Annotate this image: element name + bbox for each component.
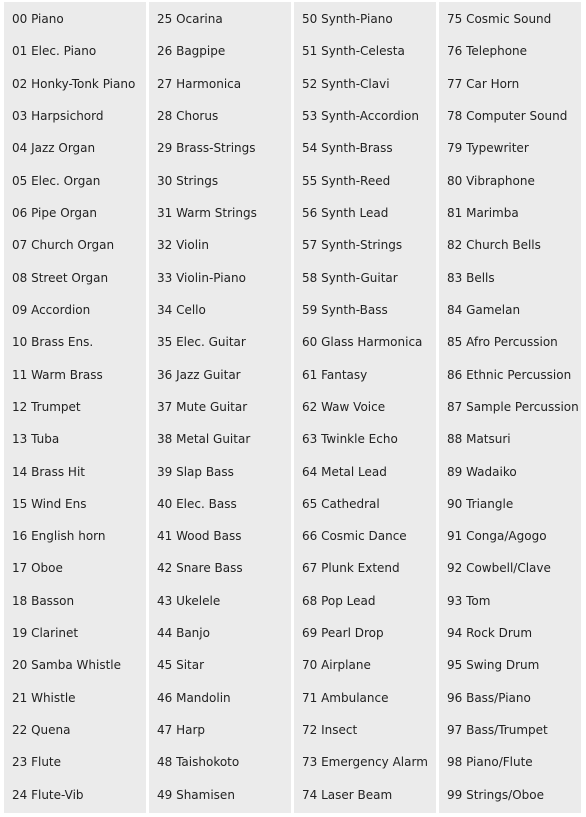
instrument-cell: 61 Fantasy [302,367,368,382]
instrument-cell: 73 Emergency Alarm [302,755,428,770]
instrument-cell: 35 Elec. Guitar [157,335,246,350]
instrument-cell: 70 Airplane [302,658,371,673]
instrument-cell: 67 Plunk Extend [302,561,400,576]
instrument-cell: 71 Ambulance [302,690,389,705]
instrument-cell: 50 Synth-Piano [302,12,393,27]
instrument-cell: 20 Samba Whistle [12,658,122,673]
instrument-cell: 36 Jazz Guitar [157,367,241,382]
instrument-cell: 84 Gamelan [447,302,521,317]
instrument-cell: 39 Slap Bass [157,464,234,479]
instrument-cell: 18 Basson [12,593,75,608]
instrument-cell: 75 Cosmic Sound [447,12,552,27]
instrument-column-1 [4,2,146,813]
instrument-cell: 47 Harp [157,723,206,738]
instrument-column-3 [294,2,436,813]
instrument-cell: 26 Bagpipe [157,44,226,59]
instrument-cell: 23 Flute [12,755,62,770]
instrument-cell: 57 Synth-Strings [302,238,403,253]
instrument-cell: 76 Telephone [447,44,528,59]
instrument-cell: 92 Cowbell/Clave [447,561,551,576]
instrument-cell: 83 Bells [447,270,495,285]
instrument-cell: 87 Sample Percussion [447,399,579,414]
instrument-cell: 03 Harpsichord [12,109,104,124]
instrument-cell: 13 Tuba [12,432,60,447]
instrument-table [4,2,581,813]
instrument-cell: 08 Street Organ [12,270,109,285]
instrument-cell: 54 Synth-Brass [302,141,393,156]
instrument-cell: 64 Metal Lead [302,464,387,479]
instrument-cell: 93 Tom [447,593,491,608]
instrument-cell: 59 Synth-Bass [302,302,388,317]
instrument-cell: 46 Mandolin [157,690,231,705]
instrument-cell: 72 Insect [302,723,358,738]
instrument-cell: 25 Ocarina [157,12,223,27]
instrument-cell: 27 Harmonica [157,76,242,91]
instrument-cell: 28 Chorus [157,109,219,124]
instrument-cell: 91 Conga/Agogo [447,529,547,544]
instrument-cell: 85 Afro Percussion [447,335,558,350]
instrument-cell: 09 Accordion [12,302,91,317]
instrument-cell: 33 Violin-Piano [157,270,246,285]
instrument-cell: 65 Cathedral [302,496,380,511]
instrument-cell: 21 Whistle [12,690,76,705]
instrument-cell: 14 Brass Hit [12,464,85,479]
instrument-cell: 17 Oboe [12,561,63,576]
instrument-cell: 48 Taishokoto [157,755,240,770]
instrument-cell: 30 Strings [157,173,219,188]
instrument-cell: 62 Waw Voice [302,399,386,414]
instrument-cell: 22 Quena [12,723,71,738]
instrument-cell: 12 Trumpet [12,399,81,414]
instrument-cell: 90 Triangle [447,496,514,511]
instrument-cell: 32 Violin [157,238,209,253]
instrument-cell: 11 Warm Brass [12,367,103,382]
instrument-cell: 98 Piano/Flute [447,755,533,770]
instrument-cell: 51 Synth-Celesta [302,44,405,59]
instrument-cell: 60 Glass Harmonica [302,335,423,350]
instrument-cell: 89 Wadaiko [447,464,517,479]
instrument-cell: 66 Cosmic Dance [302,529,407,544]
instrument-cell: 58 Synth-Guitar [302,270,398,285]
instrument-cell: 02 Honky-Tonk Piano [12,76,136,91]
instrument-cell: 06 Pipe Organ [12,206,97,221]
instrument-cell: 41 Wood Bass [157,529,242,544]
instrument-cell: 05 Elec. Organ [12,173,101,188]
instrument-cell: 43 Ukelele [157,593,221,608]
instrument-cell: 42 Snare Bass [157,561,243,576]
instrument-cell: 55 Synth-Reed [302,173,391,188]
instrument-cell: 15 Wind Ens [12,496,87,511]
instrument-cell: 78 Computer Sound [447,109,568,124]
instrument-cell: 77 Car Horn [447,76,520,91]
instrument-cell: 79 Typewriter [447,141,529,156]
instrument-cell: 16 English horn [12,529,106,544]
instrument-cell: 19 Clarinet [12,626,79,641]
instrument-cell: 29 Brass-Strings [157,141,256,156]
instrument-column-2 [149,2,291,813]
instrument-cell: 97 Bass/Trumpet [447,723,548,738]
instrument-cell: 53 Synth-Accordion [302,109,419,124]
instrument-cell: 81 Marimba [447,206,519,221]
instrument-cell: 49 Shamisen [157,787,235,802]
instrument-cell: 07 Church Organ [12,238,115,253]
instrument-cell: 74 Laser Beam [302,787,393,802]
instrument-cell: 52 Synth-Clavi [302,76,390,91]
instrument-cell: 31 Warm Strings [157,206,257,221]
instrument-cell: 95 Swing Drum [447,658,540,673]
instrument-cell: 63 Twinkle Echo [302,432,398,447]
instrument-cell: 68 Pop Lead [302,593,376,608]
instrument-cell: 88 Matsuri [447,432,511,447]
instrument-cell: 38 Metal Guitar [157,432,251,447]
instrument-cell: 01 Elec. Piano [12,44,97,59]
instrument-cell: 34 Cello [157,302,206,317]
instrument-cell: 69 Pearl Drop [302,626,384,641]
instrument-cell: 00 Piano [12,12,64,27]
instrument-cell: 24 Flute-Vib [12,787,84,802]
instrument-cell: 45 Sitar [157,658,205,673]
instrument-cell: 56 Synth Lead [302,206,389,221]
instrument-cell: 82 Church Bells [447,238,541,253]
instrument-column-4 [439,2,581,813]
instrument-cell: 86 Ethnic Percussion [447,367,572,382]
instrument-cell: 94 Rock Drum [447,626,533,641]
instrument-cell: 44 Banjo [157,626,210,641]
instrument-cell: 80 Vibraphone [447,173,535,188]
instrument-cell: 04 Jazz Organ [12,141,96,156]
instrument-cell: 96 Bass/Piano [447,690,531,705]
instrument-cell: 37 Mute Guitar [157,399,248,414]
instrument-cell: 40 Elec. Bass [157,496,237,511]
instrument-cell: 99 Strings/Oboe [447,787,544,802]
instrument-cell: 10 Brass Ens. [12,335,94,350]
